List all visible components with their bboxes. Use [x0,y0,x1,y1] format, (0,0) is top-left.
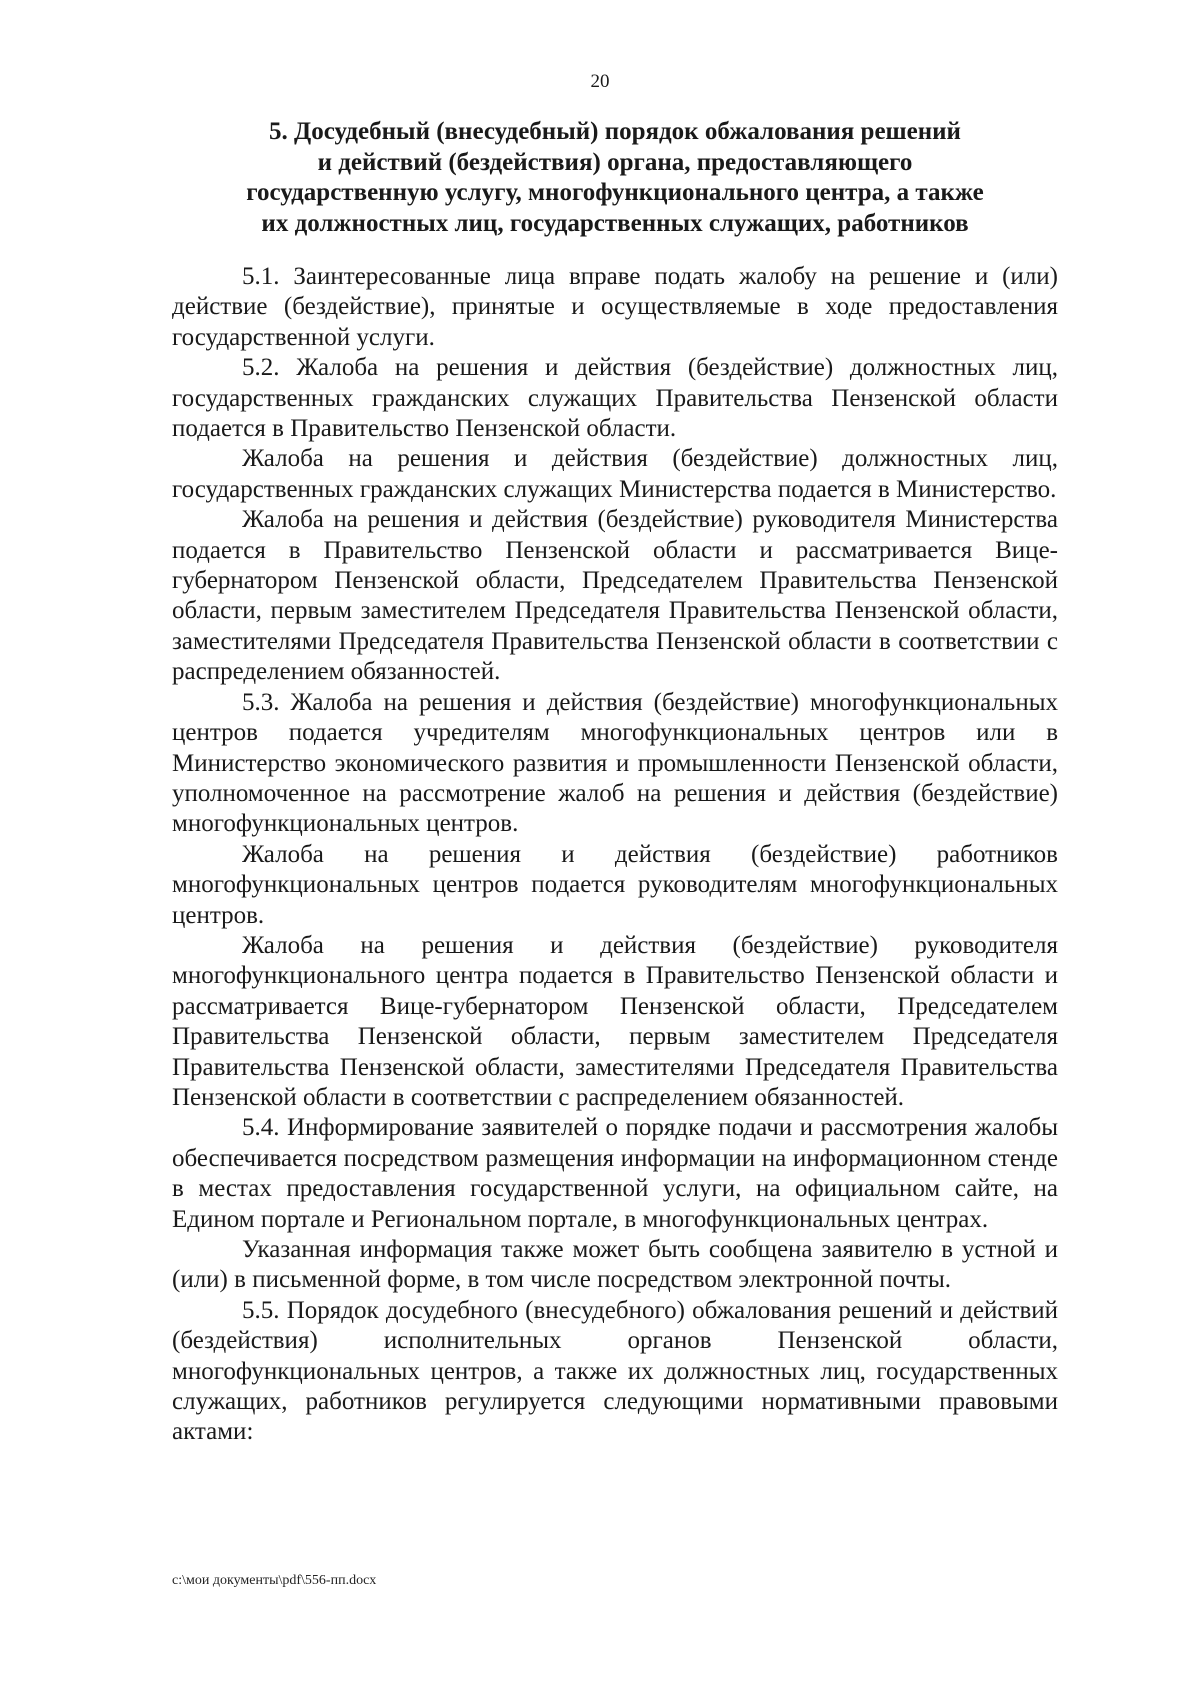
heading-line: их должностных лиц, государственных служащих, работников [261,209,969,237]
page-number: 20 [590,71,610,92]
paragraph: Жалоба на решения и действия (бездействие) руководителя многофункционального центра подается в Правительство Пензенской области и рассматривается Вице-губернатором Пензенской области, Председателем Правительства Пензенской области, первым заместителем Председателя Правительства Пензенской области, заместителями Председателя Правительства Пензенской области в соответствии с распределением обязанностей. [172,931,1058,1111]
paragraph-5-3: 5.3. Жалоба на решения и действия (бездействие) многофункциональных центров подается учредителям многофункциональных центров или в Министерство экономического развития и промышленности Пензенской области, уполномоченное на рассмотрение жалоб на решения и действия (бездействие) многофункциональных центров. [172,688,1058,838]
paragraph-5-5: 5.5. Порядок досудебного (внесудебного) обжалования решений и действий (бездействия) исполнительных органов Пензенской области, многофункциональных центров, а также их должностных лиц, государственных служащих, работников регулируется следующими нормативными правовыми актами: [172,1296,1058,1446]
footer-file-path: c:\мои документы\pdf\556-пп.docx [172,1573,377,1588]
paragraph-5-2: 5.2. Жалоба на решения и действия (бездействие) должностных лиц, государственных гражданских служащих Правительства Пензенской области подается в Правительство Пензенской области. [172,354,1058,443]
body-text [172,262,1058,1448]
heading-line: 5. Досудебный (внесудебный) порядок обжалования решений [269,118,961,145]
paragraph: Жалоба на решения и действия (бездействие) руководителя Министерства подается в Правительство Пензенской области и рассматривается Вице-губернатором Пензенской области, Председателем Правительства Пензенской области, первым заместителем Председателя Правительства Пензенской области, заместителями Председателя Правительства Пензенской области в соответствии с распределением обязанностей. [172,506,1058,686]
heading-line: и действий (бездействия) органа, предоставляющего [317,148,913,176]
section-heading [170,117,1060,239]
paragraph: Указанная информация также может быть сообщена заявителю в устной и (или) в письменной форме, в том числе посредством электронной почты. [172,1236,1058,1294]
paragraph: Жалоба на решения и действия (бездействие) работников многофункциональных центров подается руководителям многофункциональных центров. [172,840,1058,929]
paragraph-5-1: 5.1. Заинтересованные лица вправе подать жалобу на решение и (или) действие (бездействие), принятые и осуществляемые в ходе предоставления государственной услуги. [172,263,1058,351]
heading-line: государственную услугу, многофункционального центра, а также [246,179,984,206]
paragraph: Жалоба на решения и действия (бездействие) должностных лиц, государственных гражданских служащих Министерства подается в Министерство. [172,445,1058,503]
paragraph-5-4: 5.4. Информирование заявителей о порядке подачи и рассмотрения жалобы обеспечивается посредством размещения информации на информационном стенде в местах предоставления государственной услуги, на официальном сайте, на Едином портале и Региональном портале, в многофункциональных центрах. [172,1114,1058,1233]
